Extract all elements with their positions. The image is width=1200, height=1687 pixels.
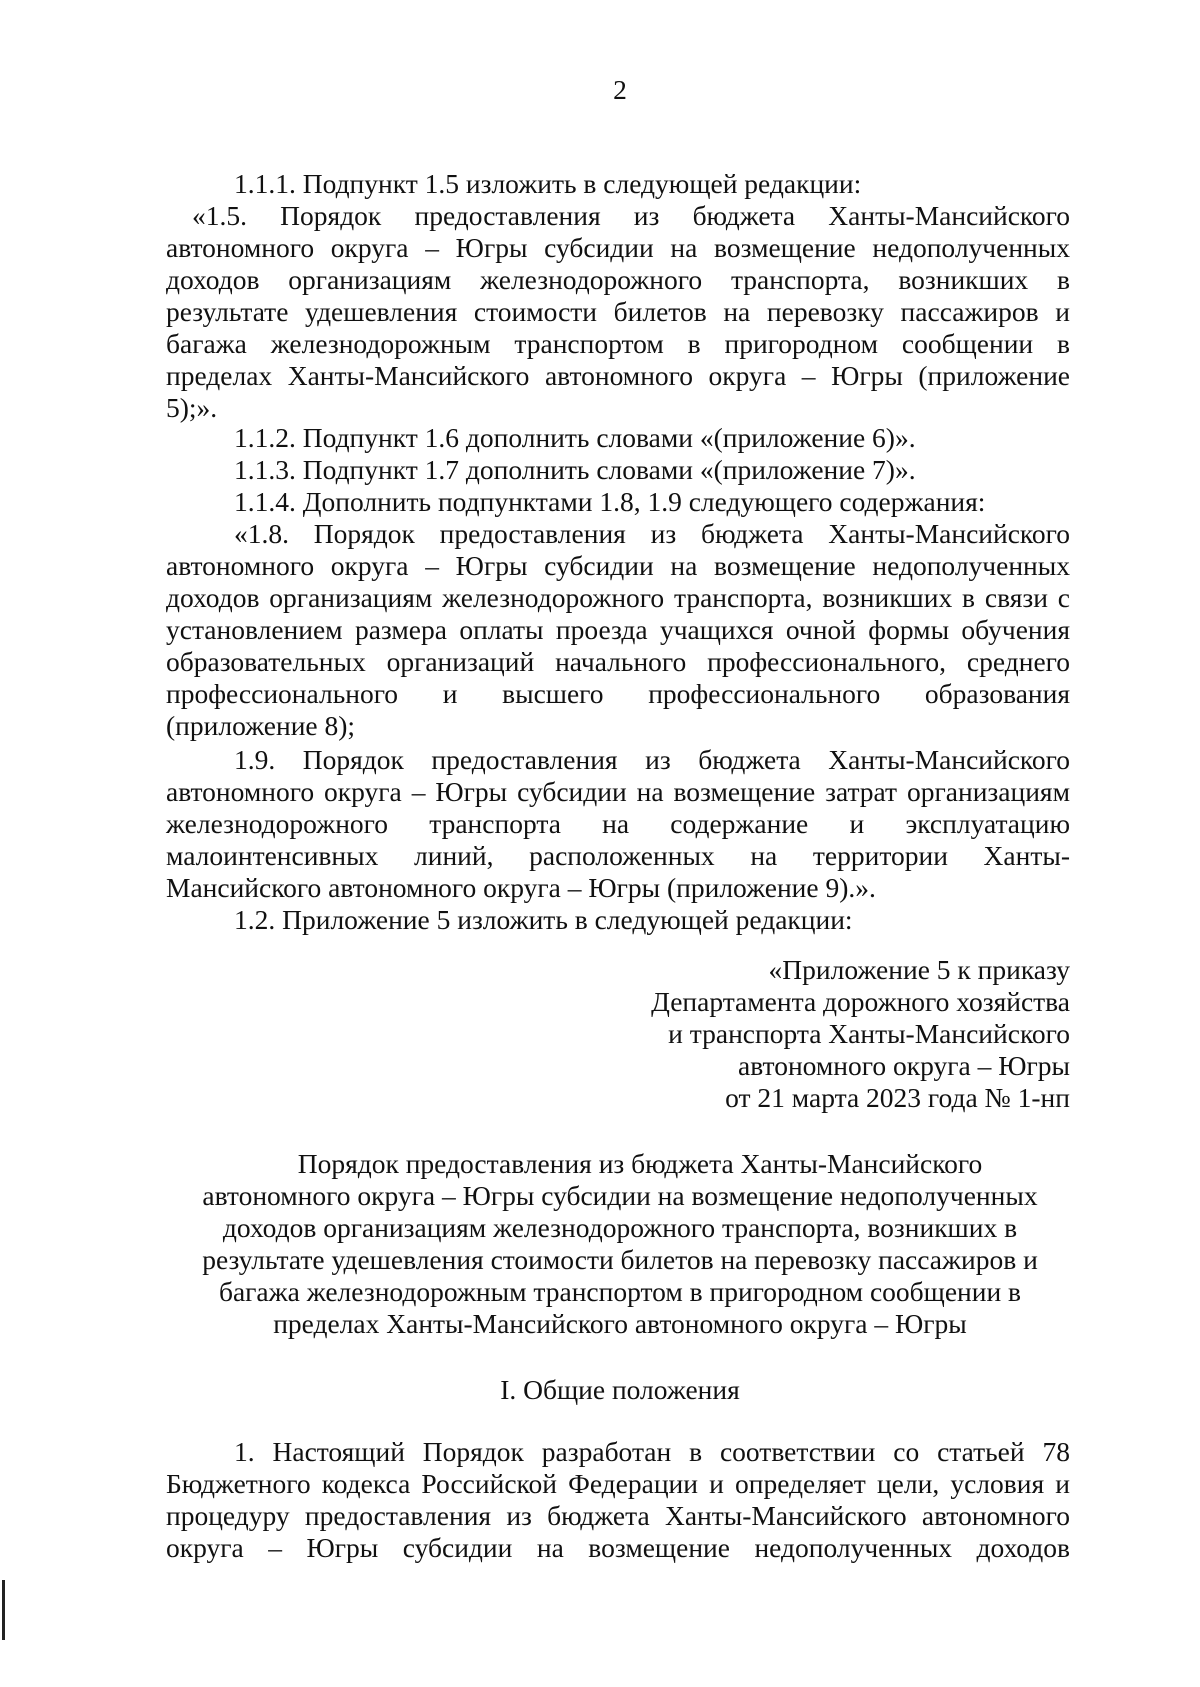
appendix-line: и транспорта Ханты-Мансийского [668, 1018, 1070, 1049]
text-line: (приложение 8); [166, 710, 356, 741]
appendix-note [560, 954, 1070, 1114]
text-line: профессионального и высшего профессионального образования [166, 678, 1070, 709]
paragraph-1-1-1 [166, 168, 1070, 200]
page-number: 2 [613, 74, 627, 105]
text-line: процедуру предоставления из бюджета Ханты-Мансийского автономного [166, 1500, 1070, 1531]
paragraph-1-8 [166, 518, 1070, 742]
text-line: 1.1.2. Подпункт 1.6 дополнить словами «(приложение 6)». [234, 422, 916, 453]
title-line: пределах Ханты-Мансийского автономного округа – Югры [273, 1308, 967, 1339]
title-line: автономного округа – Югры субсидии на возмещение недополученных [202, 1180, 1038, 1211]
title-line: доходов организациям железнодорожного транспорта, возникших в [222, 1212, 1018, 1243]
text-line: 1.9. Порядок предоставления из бюджета Ханты-Мансийского [234, 744, 1070, 775]
text-line: 1.1.1. Подпункт 1.5 изложить в следующей редакции: [234, 168, 862, 199]
text-line: округа – Югры субсидии на возмещение недополученных доходов [166, 1532, 1070, 1563]
appendix-line: от 21 марта 2023 года № 1-нп [725, 1082, 1070, 1113]
document-title [160, 1148, 1080, 1340]
appendix-line: автономного округа – Югры [738, 1050, 1070, 1081]
section-heading: I. Общие положения [500, 1374, 740, 1405]
text-line: «1.5. Порядок предоставления из бюджета Ханты-Мансийского [192, 200, 1070, 231]
text-line: образовательных организаций начального профессионального, среднего [166, 646, 1070, 677]
text-line: доходов организациям железнодорожного транспорта, возникших в связи с [166, 582, 1070, 613]
text-line: результате удешевления стоимости билетов на перевозку пассажиров и [166, 296, 1070, 327]
text-line: автономного округа – Югры субсидии на возмещение недополученных [166, 550, 1070, 581]
text-line: 1. Настоящий Порядок разработан в соответствии со статьей 78 [234, 1436, 1070, 1467]
paragraph-1-1-4 [166, 486, 1070, 518]
paragraph-1-1-3 [166, 454, 1070, 486]
text-line: автономного округа – Югры субсидии на возмещение недополученных [166, 232, 1070, 263]
text-line: Бюджетного кодекса Российской Федерации и определяет цели, условия и [166, 1468, 1070, 1499]
paragraph-1-9 [166, 744, 1070, 904]
text-line: 1.1.4. Дополнить подпунктами 1.8, 1.9 следующего содержания: [234, 486, 986, 517]
appendix-line: «Приложение 5 к приказу [768, 954, 1070, 985]
text-line: доходов организациям железнодорожного транспорта, возникших в [166, 264, 1070, 295]
title-line: результате удешевления стоимости билетов на перевозку пассажиров и [202, 1244, 1038, 1275]
text-line: багажа железнодорожным транспортом в пригородном сообщении в [166, 328, 1070, 359]
title-line: Порядок предоставления из бюджета Ханты-Мансийского [297, 1148, 983, 1179]
text-line: малоинтенсивных линий, расположенных на территории Ханты- [166, 840, 1070, 871]
title-line: багажа железнодорожным транспортом в пригородном сообщении в [218, 1276, 1022, 1307]
text-line: «1.8. Порядок предоставления из бюджета Ханты-Мансийского [234, 518, 1070, 549]
text-line: 1.1.3. Подпункт 1.7 дополнить словами «(приложение 7)». [234, 454, 916, 485]
text-line: 5);». [166, 392, 218, 423]
paragraph-1-1-2 [166, 422, 1070, 454]
paragraph-1-2 [166, 904, 1070, 936]
appendix-line: Департамента дорожного хозяйства [651, 986, 1070, 1017]
paragraph-1-5 [166, 200, 1070, 424]
text-line: 1.2. Приложение 5 изложить в следующей редакции: [234, 904, 853, 935]
text-line: пределах Ханты-Мансийского автономного округа – Югры (приложение [166, 360, 1070, 391]
text-line: установлением размера оплаты проезда учащихся очной формы обучения [166, 614, 1070, 645]
paragraph-section-1 [166, 1436, 1070, 1564]
text-line: железнодорожного транспорта на содержание и эксплуатацию [166, 808, 1070, 839]
text-line: автономного округа – Югры субсидии на возмещение затрат организациям [166, 776, 1070, 807]
text-line: Мансийского автономного округа – Югры (приложение 9).». [166, 872, 876, 903]
scan-edge-mark [2, 1580, 5, 1640]
